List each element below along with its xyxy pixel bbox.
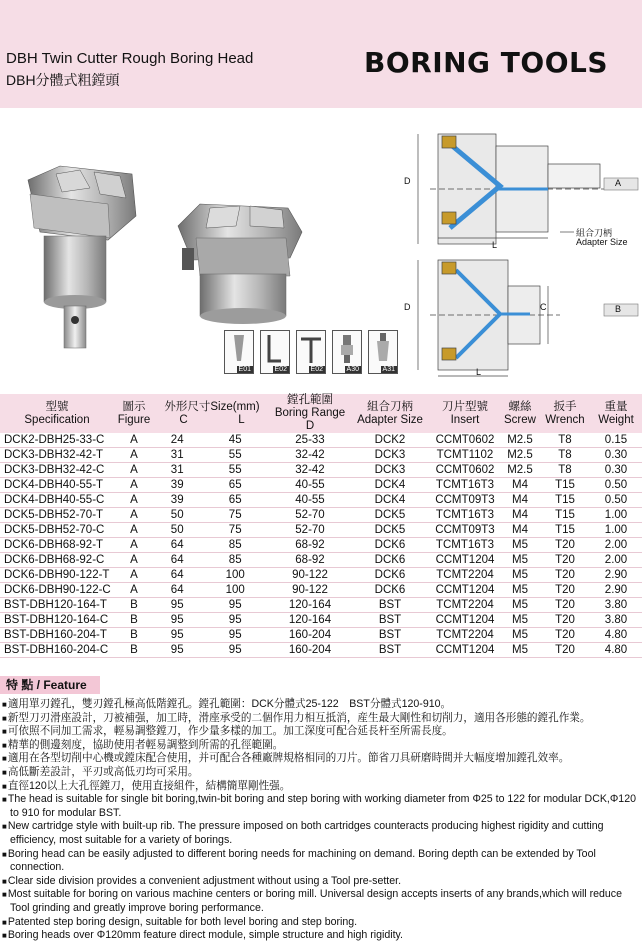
adapter-label-en: Adapter Size [576, 237, 628, 247]
table-cell: 160-204 [270, 643, 350, 658]
table-cell: CCMT0602 [430, 433, 500, 448]
table-cell: A [114, 478, 154, 493]
table-cell: 75 [200, 508, 270, 523]
table-cell: CCMT1204 [430, 643, 500, 658]
table-row [0, 433, 642, 448]
table-row [0, 508, 642, 523]
table-cell: B [114, 628, 154, 643]
table-cell: A [114, 553, 154, 568]
table-cell: BST-DBH120-164-T [0, 598, 114, 613]
table-cell: DCK6 [350, 583, 430, 598]
table-cell: 2.90 [590, 568, 642, 583]
drawing-label-d-top: D [404, 176, 411, 186]
icon-label-e02-a: E02 [274, 366, 287, 373]
table-cell: 52-70 [270, 523, 350, 538]
drawing-label-l-top: L [492, 240, 498, 250]
table-cell: DCK5-DBH52-70-C [0, 523, 114, 538]
table-cell: 95 [200, 598, 270, 613]
table-cell: 95 [200, 613, 270, 628]
feature-item: ■ Boring head can be easily adjusted to different boring needs for machining on demand. Boring depth can be extended by Tool connection. [2, 848, 640, 875]
table-row [0, 538, 642, 553]
table-cell: 0.15 [590, 433, 642, 448]
feature-heading: 特 點 / Feature [0, 676, 100, 694]
table-cell: 95 [200, 643, 270, 658]
table-cell: 3.80 [590, 598, 642, 613]
feature-item: ■ 可依照不同加工需求，輕易調整鏜刀，作少量多樣的加工。加工深度可配合延長杆至所需長度。 [2, 725, 640, 739]
table-cell: 120-164 [270, 613, 350, 628]
table-cell: T8 [540, 433, 590, 448]
table-row [0, 568, 642, 583]
table-cell: 2.00 [590, 538, 642, 553]
table-cell: A [114, 508, 154, 523]
table-cell: M5 [500, 538, 540, 553]
table-cell: 0.30 [590, 463, 642, 478]
table-cell: 95 [154, 613, 200, 628]
table-cell: DCK5 [350, 508, 430, 523]
feature-item: ■ 適用在各型切削中心機或鏜床配合使用，并可配合各種廠牌規格相同的刀片。節省刀具研磨時間并大幅度增加鏜孔效率。 [2, 752, 640, 766]
table-cell: DCK3 [350, 463, 430, 478]
table-cell: 0.30 [590, 448, 642, 463]
table-cell: CCMT1204 [430, 613, 500, 628]
table-cell: CCMT1204 [430, 553, 500, 568]
table-cell: DCK3-DBH32-42-C [0, 463, 114, 478]
table-cell: DCK6 [350, 553, 430, 568]
table-cell: B [114, 643, 154, 658]
table-cell: M2.5 [500, 448, 540, 463]
table-cell: T15 [540, 523, 590, 538]
table-cell: 1.00 [590, 508, 642, 523]
table-cell: DCK4 [350, 478, 430, 493]
table-cell: TCMT16T3 [430, 538, 500, 553]
table-row [0, 553, 642, 568]
table-cell: A [114, 583, 154, 598]
table-cell: 2.00 [590, 553, 642, 568]
table-cell: T20 [540, 583, 590, 598]
icon-label-e02-b: E02 [310, 366, 323, 373]
table-cell: T20 [540, 553, 590, 568]
feature-item: ■ Boring heads over Φ120mm feature direct module, simple structure and high rigidity. [2, 929, 640, 943]
table-cell: DCK6-DBH90-122-T [0, 568, 114, 583]
table-cell: 65 [200, 493, 270, 508]
table-cell: DCK6 [350, 568, 430, 583]
table-cell: 31 [154, 463, 200, 478]
table-cell: BST-DBH160-204-C [0, 643, 114, 658]
table-cell: DCK6-DBH90-122-C [0, 583, 114, 598]
col-spec: 型號 Specification [0, 394, 114, 433]
table-cell: M2.5 [500, 463, 540, 478]
table-cell: 120-164 [270, 598, 350, 613]
table-cell: 68-92 [270, 553, 350, 568]
table-cell: DCK3 [350, 448, 430, 463]
table-cell: CCMT1204 [430, 583, 500, 598]
table-cell: M5 [500, 613, 540, 628]
table-cell: 95 [154, 643, 200, 658]
table-cell: BST [350, 643, 430, 658]
feature-item: ■ 適用單刃鏜孔，雙刃鏜孔極高低階鏜孔。鏜孔範圍：DCK分體式25-122 BST分體式120-910。 [2, 698, 640, 712]
table-cell: M5 [500, 643, 540, 658]
feature-item: ■ Patented step boring design, suitable for both level boring and step boring. [2, 916, 640, 930]
table-cell: 75 [200, 523, 270, 538]
table-cell: T20 [540, 628, 590, 643]
table-cell: M4 [500, 508, 540, 523]
table-cell: 45 [200, 433, 270, 448]
table-cell: M5 [500, 568, 540, 583]
boring-head-photo-1 [28, 166, 136, 348]
col-weight: 重量 Weight [590, 394, 642, 433]
table-cell: M4 [500, 523, 540, 538]
table-cell: 95 [200, 628, 270, 643]
table-cell: DCK6-DBH68-92-C [0, 553, 114, 568]
coolant-nozzle-icon [332, 330, 362, 374]
spec-table-body [0, 433, 642, 658]
table-cell: 95 [154, 628, 200, 643]
boring-head-photo-2 [178, 204, 302, 324]
table-cell: BST-DBH120-164-C [0, 613, 114, 628]
table-cell: T8 [540, 448, 590, 463]
table-cell: 3.80 [590, 613, 642, 628]
table-cell: DCK2 [350, 433, 430, 448]
col-figure: 圖示 Figure [114, 394, 154, 433]
table-cell: T8 [540, 463, 590, 478]
table-cell: A [114, 523, 154, 538]
table-cell: A [114, 433, 154, 448]
table-cell: TCMT16T3 [430, 478, 500, 493]
table-cell: DCK4-DBH40-55-T [0, 478, 114, 493]
table-cell: DCK5 [350, 523, 430, 538]
table-cell: DCK6-DBH68-92-T [0, 538, 114, 553]
adapter-label-zh: 組合刀柄 [576, 228, 613, 238]
title-zh: DBH分體式粗鏜頭 [6, 72, 120, 88]
table-cell: TCMT16T3 [430, 508, 500, 523]
table-cell: TCMT2204 [430, 598, 500, 613]
table-cell: 90-122 [270, 568, 350, 583]
drawing-label-b: B [615, 304, 622, 314]
col-size: 外形尺寸Size(mm) C L [154, 394, 270, 433]
drawing-label-a: A [615, 178, 622, 188]
drawing-label-l-bottom: L [476, 367, 482, 377]
table-cell: M2.5 [500, 433, 540, 448]
table-cell: M4 [500, 493, 540, 508]
table-cell: 31 [154, 448, 200, 463]
table-cell: M5 [500, 598, 540, 613]
table-cell: CCMT0602 [430, 463, 500, 478]
table-cell: A [114, 463, 154, 478]
table-cell: 40-55 [270, 493, 350, 508]
table-cell: BST [350, 598, 430, 613]
pull-stud-icon [368, 330, 398, 374]
feature-item: ■ Most suitable for boring on various machine centers or boring mill. Universal design accepts inserts of any brands,which will reduce Tool grinding and greatly improve boring performance. [2, 888, 640, 915]
drawing-label-c: C [540, 302, 547, 312]
table-cell: TCMT2204 [430, 568, 500, 583]
col-range: 鏜孔範圍 Boring Range D [270, 394, 350, 433]
spec-table [0, 394, 642, 658]
table-cell: 55 [200, 448, 270, 463]
table-cell: 95 [154, 598, 200, 613]
table-cell: 85 [200, 538, 270, 553]
table-cell: DCK2-DBH25-33-C [0, 433, 114, 448]
table-cell: 0.50 [590, 478, 642, 493]
table-cell: 39 [154, 478, 200, 493]
table-cell: BST [350, 613, 430, 628]
table-cell: 160-204 [270, 628, 350, 643]
header-band [0, 0, 642, 108]
icon-label-a31: A31 [382, 366, 395, 373]
table-cell: BST [350, 628, 430, 643]
table-cell: T20 [540, 568, 590, 583]
table-cell: B [114, 613, 154, 628]
table-cell: 64 [154, 583, 200, 598]
table-cell: DCK3-DBH32-42-T [0, 448, 114, 463]
table-cell: T20 [540, 598, 590, 613]
table-cell: A [114, 448, 154, 463]
table-cell: CCMT09T3 [430, 523, 500, 538]
table-cell: M5 [500, 553, 540, 568]
table-cell: T20 [540, 613, 590, 628]
icon-label-e01: E01 [238, 366, 251, 373]
table-cell: 85 [200, 553, 270, 568]
table-cell: M5 [500, 628, 540, 643]
table-row [0, 643, 642, 658]
table-cell: T15 [540, 508, 590, 523]
feature-item: ■ 高低斷差設計，平刃或高低刃均可采用。 [2, 766, 640, 780]
table-cell: TCMT1102 [430, 448, 500, 463]
table-row [0, 613, 642, 628]
table-cell: M5 [500, 583, 540, 598]
col-adapter: 組合刀柄 Adapter Size [350, 394, 430, 433]
feature-item: ■ New cartridge style with built-up rib. The pressure imposed on both cartridges counteracts producing highest rigidity and cutting efficiency, most suitable for a variety of borings. [2, 820, 640, 847]
table-cell: 100 [200, 568, 270, 583]
table-cell: 1.00 [590, 523, 642, 538]
table-row [0, 628, 642, 643]
t-wrench-icon [296, 330, 326, 374]
screw-icon [224, 330, 254, 374]
title-en: DBH Twin Cutter Rough Boring Head [6, 50, 254, 67]
table-cell: T20 [540, 538, 590, 553]
table-cell: 68-92 [270, 538, 350, 553]
col-insert: 刀片型號 Insert [430, 394, 500, 433]
table-cell: T15 [540, 478, 590, 493]
table-cell: 64 [154, 538, 200, 553]
brand-title: BORING TOOLS [364, 46, 608, 79]
table-row [0, 478, 642, 493]
table-row [0, 463, 642, 478]
l-wrench-icon [260, 330, 290, 374]
table-cell: DCK5-DBH52-70-T [0, 508, 114, 523]
table-cell: M4 [500, 478, 540, 493]
table-cell: 0.50 [590, 493, 642, 508]
table-cell: 4.80 [590, 628, 642, 643]
table-cell: CCMT09T3 [430, 493, 500, 508]
feature-item: ■ 直徑120以上大孔徑鏜刀，使用直接組件，結構簡單剛性强。 [2, 780, 640, 794]
table-cell: A [114, 568, 154, 583]
technical-drawing-b [418, 260, 560, 376]
table-cell: DCK4-DBH40-55-C [0, 493, 114, 508]
table-cell: 2.90 [590, 583, 642, 598]
icon-label-a30: A30 [346, 366, 359, 373]
table-cell: 90-122 [270, 583, 350, 598]
table-cell: 24 [154, 433, 200, 448]
table-cell: DCK4 [350, 493, 430, 508]
table-cell: 39 [154, 493, 200, 508]
table-cell: B [114, 598, 154, 613]
table-cell: BST-DBH160-204-T [0, 628, 114, 643]
table-row [0, 448, 642, 463]
table-row [0, 583, 642, 598]
table-cell: 52-70 [270, 508, 350, 523]
feature-item: ■ 精華的側邊刻度，協助使用者輕易調整到所需的孔徑範圍。 [2, 739, 640, 753]
feature-item: ■ The head is suitable for single bit boring,twin-bit boring and step boring with working diameter from Φ25 to 122 for modular DCK,Φ120 to 910 for modular BST. [2, 793, 640, 820]
table-cell: T15 [540, 493, 590, 508]
table-row [0, 598, 642, 613]
table-cell: DCK6 [350, 538, 430, 553]
table-cell: 4.80 [590, 643, 642, 658]
col-screw: 螺絲 Screw [500, 394, 540, 433]
col-wrench: 扳手 Wrench [540, 394, 590, 433]
table-cell: 100 [200, 583, 270, 598]
table-cell: TCMT2204 [430, 628, 500, 643]
table-cell: 50 [154, 508, 200, 523]
table-cell: 40-55 [270, 478, 350, 493]
feature-item: ■ 新型刀刃滑座設計，刀被補强，加工時，滑座承受的二個作用力相互抵消，産生最大剛性和切削力，適用各形態的鏜孔作業。 [2, 712, 640, 726]
table-cell: 64 [154, 553, 200, 568]
table-cell: 32-42 [270, 448, 350, 463]
table-cell: 55 [200, 463, 270, 478]
feature-list [2, 698, 640, 943]
feature-item: ■ Clear side division provides a convenient adjustment without using a Tool pre-setter. [2, 875, 640, 889]
table-cell: 65 [200, 478, 270, 493]
table-cell: 32-42 [270, 463, 350, 478]
table-cell: A [114, 538, 154, 553]
table-row [0, 493, 642, 508]
table-cell: 64 [154, 568, 200, 583]
table-cell: 50 [154, 523, 200, 538]
table-cell: 25-33 [270, 433, 350, 448]
table-cell: A [114, 493, 154, 508]
table-cell: T20 [540, 643, 590, 658]
table-row [0, 523, 642, 538]
drawing-label-d-bottom: D [404, 302, 411, 312]
